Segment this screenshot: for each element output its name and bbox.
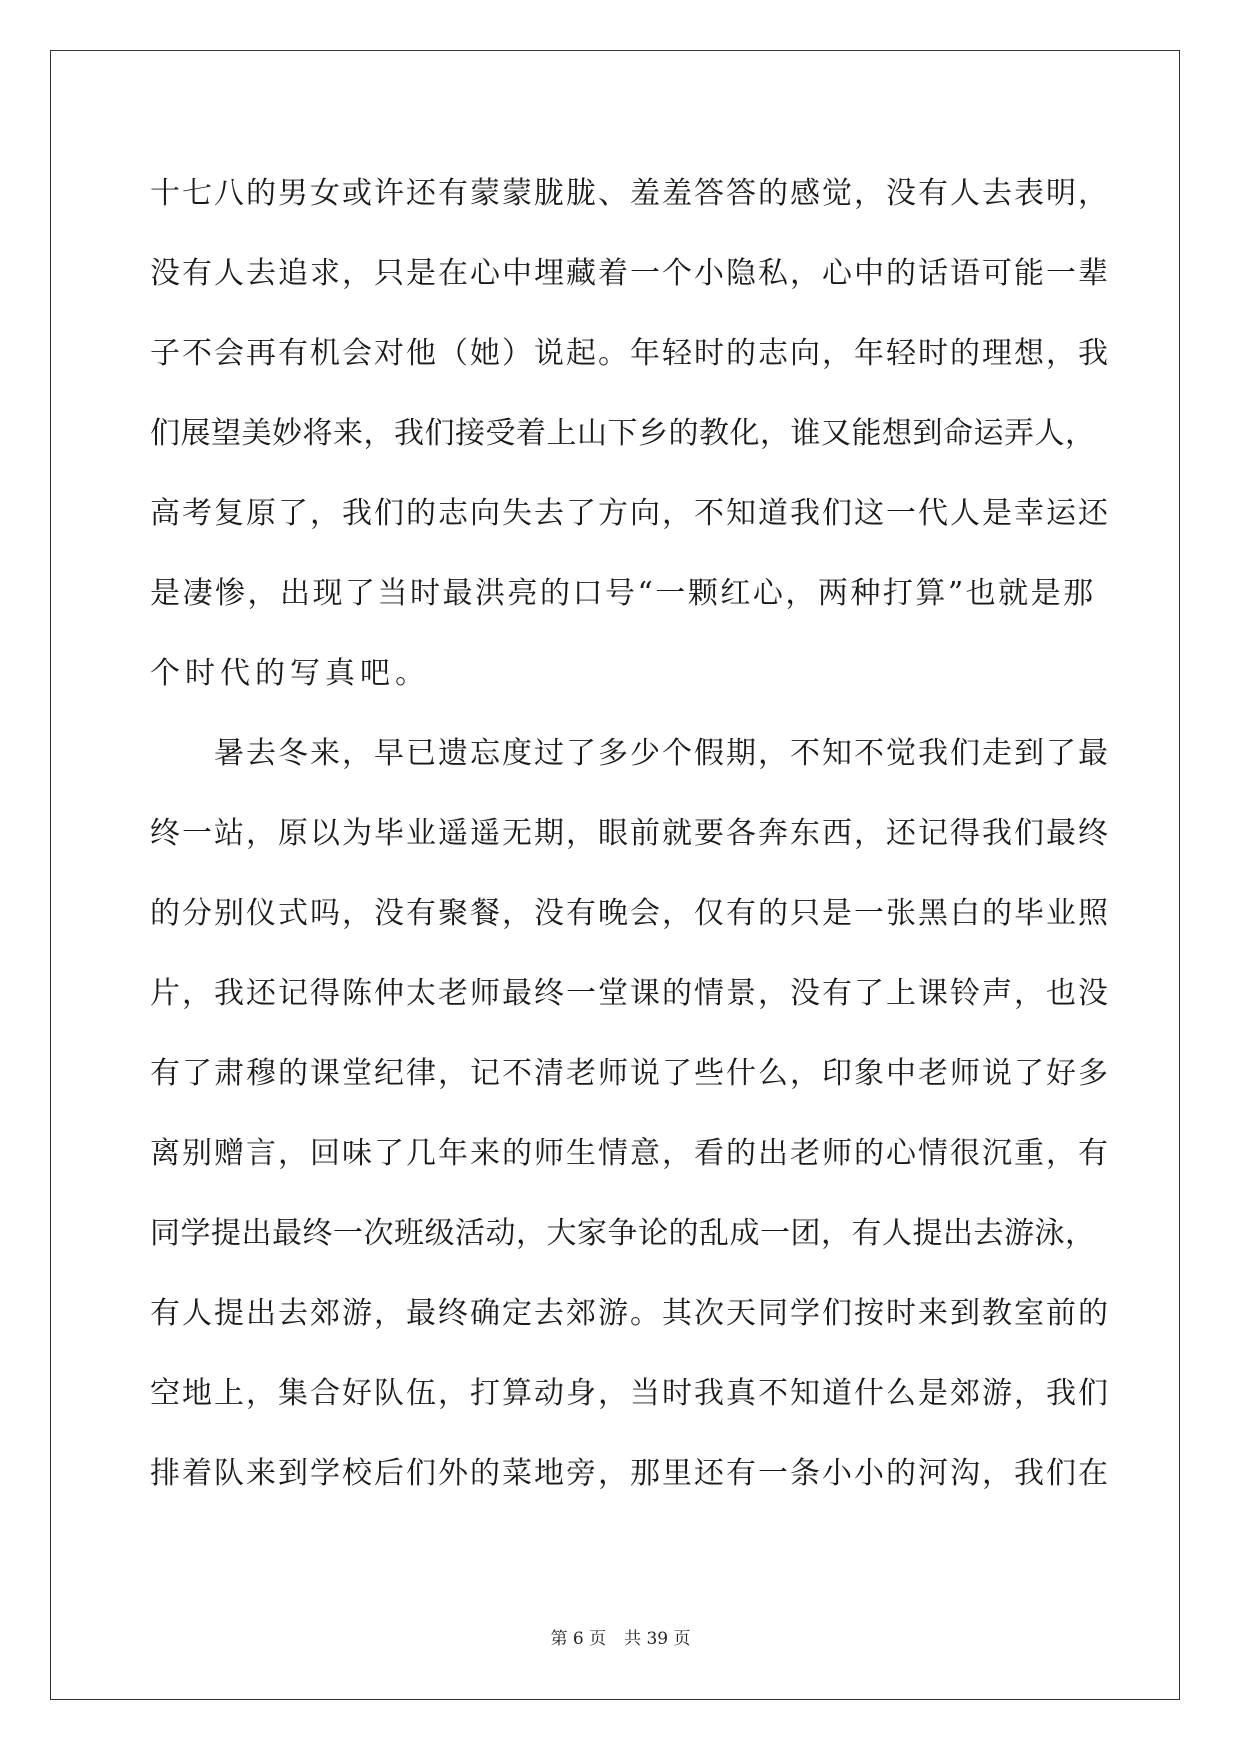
text-line: 个时代的写真吧。 xyxy=(150,656,430,691)
text-line: 没有人去追求，只是在心中埋藏着一个小隐私，心中的话语可能一辈 xyxy=(150,256,1110,291)
text-line: 的分别仪式吗，没有聚餐，没有晚会，仅有的只是一张黑白的毕业照 xyxy=(150,896,1110,931)
text-line: 有人提出去郊游，最终确定去郊游。其次天同学们按时来到教室前的 xyxy=(150,1296,1110,1331)
text-line: 同学提出最终一次班级活动，大家争论的乱成一团，有人提出去游泳， xyxy=(150,1216,1096,1251)
page-total: 共 39 页 xyxy=(624,1629,691,1649)
page-number: 第 6 页 xyxy=(550,1629,607,1649)
text-line: 离别赠言，回味了几年来的师生情意，看的出老师的心情很沉重，有 xyxy=(150,1136,1110,1171)
text-line: 终一站，原以为毕业遥遥无期，眼前就要各奔东西，还记得我们最终 xyxy=(150,816,1110,851)
text-line: 空地上，集合好队伍，打算动身，当时我真不知道什么是郊游，我们 xyxy=(150,1376,1110,1411)
text-line: 排着队来到学校后们外的菜地旁，那里还有一条小小的河沟，我们在 xyxy=(150,1456,1110,1491)
text-line: 子不会再有机会对他（她）说起。年轻时的志向，年轻时的理想，我 xyxy=(150,336,1110,371)
body-text xyxy=(150,164,1110,1524)
text-line: 有了肃穆的课堂纪律，记不清老师说了些什么，印象中老师说了好多 xyxy=(150,1056,1110,1091)
text-line: 高考复原了，我们的志向失去了方向，不知道我们这一代人是幸运还 xyxy=(150,496,1110,531)
text-line: 是凄惨，出现了当时最洪亮的口号“一颗红心，两种打算”也就是那 xyxy=(150,576,1096,611)
paragraph-first-line: 暑去冬来，早已遗忘度过了多少个假期，不知不觉我们走到了最 xyxy=(214,736,1110,771)
text-line: 们展望美妙将来，我们接受着上山下乡的教化，谁又能想到命运弄人， xyxy=(150,416,1096,451)
page-footer xyxy=(0,1627,1241,1651)
text-line: 十七八的男女或许还有蒙蒙胧胧、羞羞答答的感觉，没有人去表明， xyxy=(150,176,1110,211)
text-line: 片，我还记得陈仲太老师最终一堂课的情景，没有了上课铃声，也没 xyxy=(150,976,1110,1011)
